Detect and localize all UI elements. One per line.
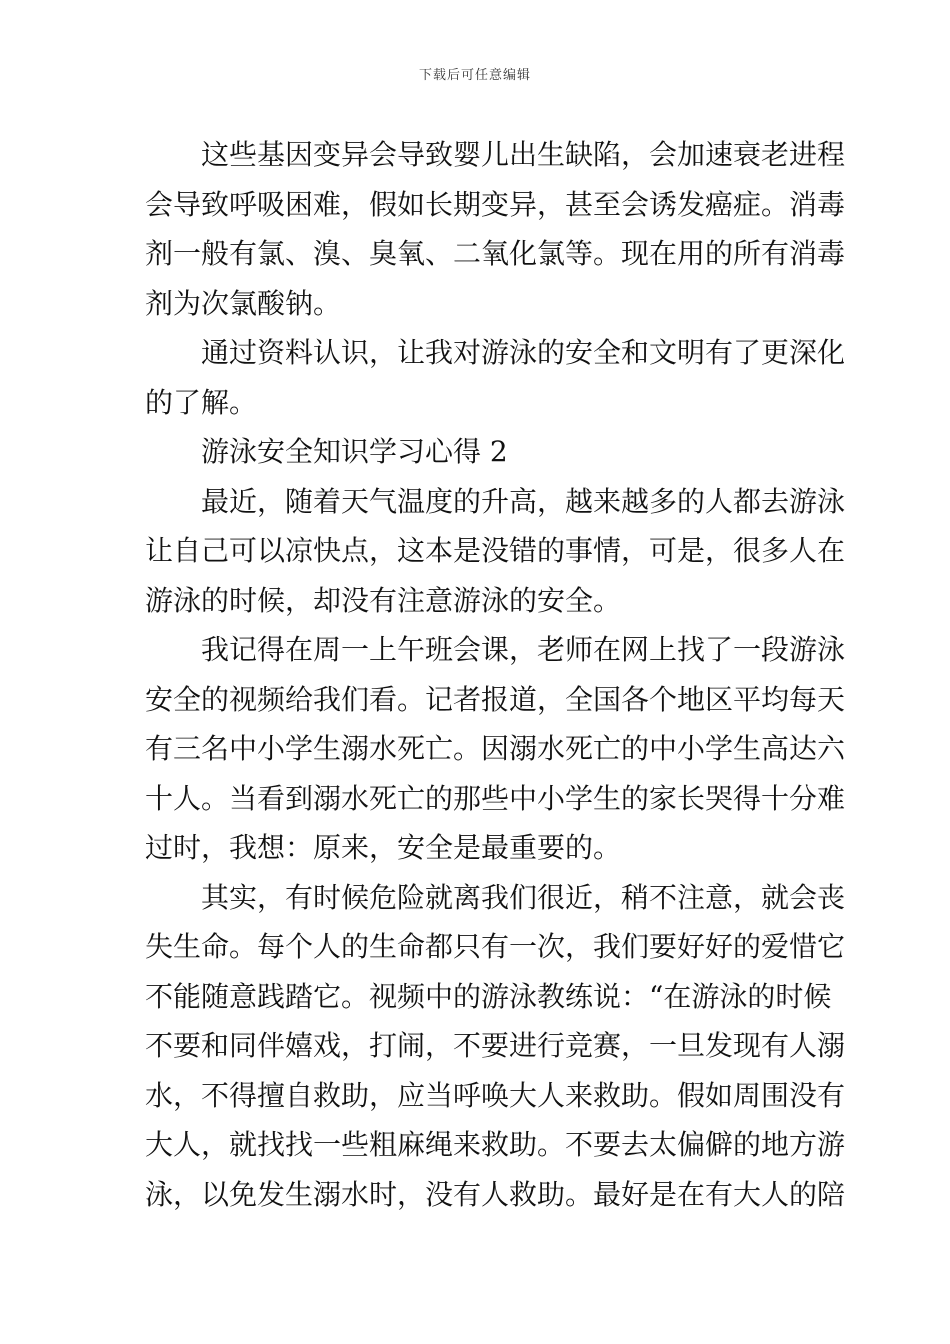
paragraph-line: 最近，随着天气温度的升高，越来越多的人都去游泳 [201, 484, 846, 518]
paragraph-line: 泳，以免发生溺水时，没有人救助。最好是在有大人的陪 [145, 1177, 846, 1211]
paragraph-line: 其实，有时候危险就离我们很近，稍不注意，就会丧 [201, 880, 846, 914]
paragraph-line: 水，不得擅自救助，应当呼唤大人来救助。假如周围没有 [145, 1078, 846, 1112]
paragraph-line: 失生命。每个人的生命都只有一次，我们要好好的爱惜它 [145, 930, 846, 963]
paragraph-line: 过时，我想：原来，安全是最重要的。 [145, 831, 622, 864]
paragraph-line: 安全的视频给我们看。记者报道，全国各个地区平均每天 [145, 682, 846, 716]
section-heading: 游泳安全知识学习心得 2 [201, 435, 508, 468]
paragraph-line: 我记得在周一上午班会课，老师在网上找了一段游泳 [201, 633, 846, 666]
paragraph-line: 通过资料认识，让我对游泳的安全和文明有了更深化 [201, 336, 846, 369]
body-text [145, 130, 846, 1219]
paragraph-line: 的了解。 [145, 385, 258, 419]
paragraph-line: 剂一般有氯、溴、臭氧、二氧化氯等。现在用的所有消毒 [145, 237, 846, 270]
paragraph-line: 不要和同伴嬉戏，打闹，不要进行竞赛，一旦发现有人溺 [145, 1029, 846, 1062]
paragraph-line: 会导致呼吸困难，假如长期变异，甚至会诱发癌症。消毒 [145, 187, 846, 221]
paragraph-line: 这些基因变异会导致婴儿出生缺陷，会加速衰老进程 [201, 138, 846, 171]
paragraph-line: 让自己可以凉快点，这本是没错的事情，可是，很多人在 [145, 534, 846, 567]
paragraph-line: 剂为次氯酸钠。 [145, 286, 342, 320]
paragraph-line: 游泳的时候，却没有注意游泳的安全。 [145, 583, 622, 617]
paragraph-line: 大人，就找找一些粗麻绳来救助。不要去太偏僻的地方游 [145, 1128, 846, 1161]
header-note: 下载后可任意编辑 [418, 68, 531, 83]
paragraph-line: 不能随意践踏它。视频中的游泳教练说：“在游泳的时候 [145, 979, 832, 1013]
paragraph-line: 十人。当看到溺水死亡的那些中小学生的家长哭得十分难 [145, 781, 846, 815]
paragraph-line: 有三名中小学生溺水死亡。因溺水死亡的中小学生高达六 [145, 732, 846, 765]
